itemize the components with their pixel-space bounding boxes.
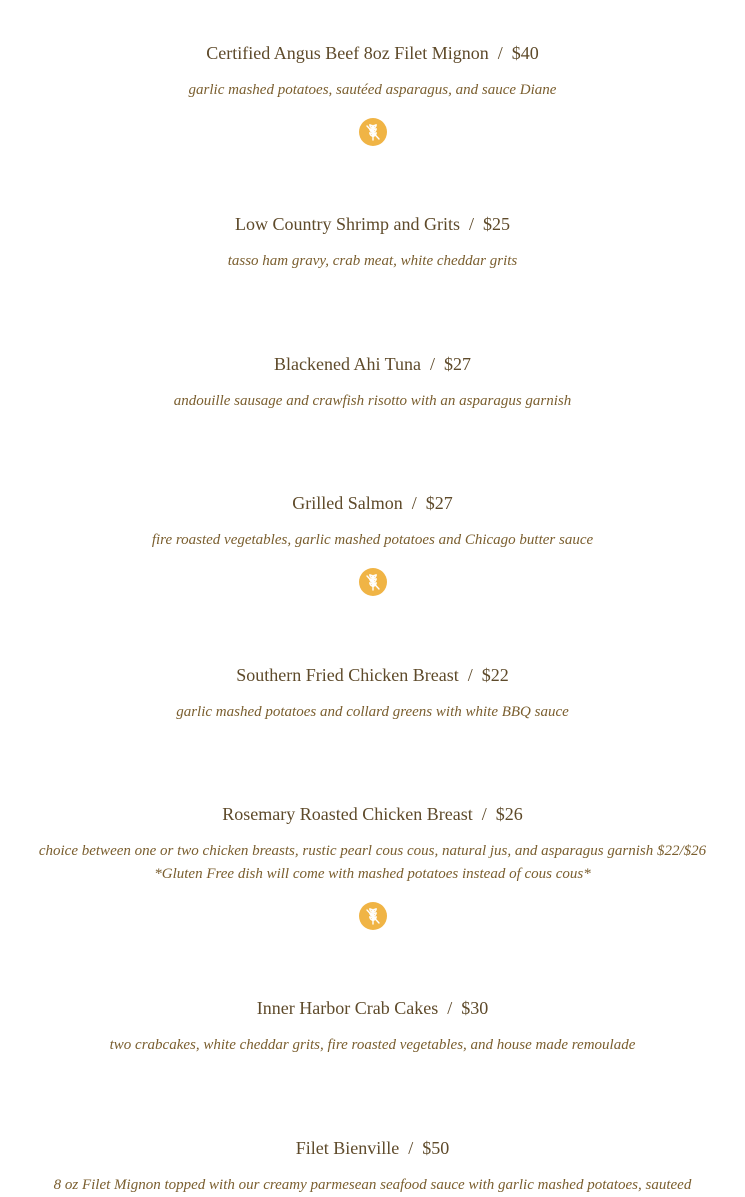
menu-item-title	[0, 492, 745, 514]
menu-item	[0, 492, 745, 596]
menu-item-price: $27	[444, 354, 471, 374]
menu-item-description	[0, 529, 745, 552]
menu-item-name: Blackened Ahi Tuna	[273, 354, 421, 374]
menu-item	[0, 664, 745, 724]
price-separator: /	[408, 1138, 414, 1158]
menu-item-name: Low Country Shrimp and Grits	[234, 214, 460, 234]
menu-item-title	[0, 213, 745, 235]
menu-item-description	[0, 79, 745, 102]
menu-item-name: Southern Fried Chicken Breast	[236, 665, 459, 685]
wheat-icon	[359, 118, 387, 146]
description-line: andouille sausage and crawfish risotto with an asparagus garnish	[173, 393, 572, 409]
price-separator: /	[411, 493, 417, 513]
wheat-icon	[359, 568, 387, 596]
menu-item-price: $27	[425, 493, 453, 513]
price-separator: /	[497, 43, 503, 63]
menu-item	[0, 1137, 745, 1197]
menu-item-description	[0, 1034, 745, 1057]
wheat-icon	[359, 902, 387, 930]
menu-item-title	[0, 997, 745, 1019]
menu-item-title	[0, 42, 745, 64]
description-line: 8 oz Filet Mignon topped with our creamy parmesean seafood sauce with garlic mashed potatoes, sauteed	[53, 1177, 692, 1193]
price-separator: /	[467, 665, 473, 685]
menu-item-description	[0, 1174, 745, 1197]
menu-item-title	[0, 1137, 745, 1159]
menu-item	[0, 803, 745, 930]
menu-item-name: Certified Angus Beef 8oz Filet Mignon	[206, 43, 489, 63]
menu-item-price: $30	[461, 998, 489, 1018]
menu-item-price: $40	[511, 43, 539, 63]
menu-item-price: $22	[481, 665, 509, 685]
menu-item-title	[0, 353, 745, 375]
price-separator: /	[481, 804, 487, 824]
menu-item-name: Rosemary Roasted Chicken Breast	[222, 804, 473, 824]
menu-item-description	[0, 390, 745, 413]
menu-item-name: Grilled Salmon	[292, 493, 403, 513]
menu-item	[0, 42, 745, 146]
price-separator: /	[468, 214, 474, 234]
menu-item-price: $50	[422, 1138, 450, 1158]
menu-item-name: Filet Bienville	[295, 1138, 400, 1158]
description-line: two crabcakes, white cheddar grits, fire roasted vegetables, and house made remoulade	[109, 1037, 636, 1053]
menu-item-title	[0, 803, 745, 825]
menu-item-description	[0, 250, 745, 273]
menu-item-title	[0, 664, 745, 686]
description-line: garlic mashed potatoes and collard greens with white BBQ sauce	[176, 704, 569, 720]
description-line: choice between one or two chicken breasts, rustic pearl cous cous, natural jus, and asparagus garnish $22/$26	[38, 843, 707, 859]
price-separator: /	[447, 998, 453, 1018]
menu-item	[0, 213, 745, 273]
menu-item-name: Inner Harbor Crab Cakes	[256, 998, 439, 1018]
description-line: fire roasted vegetables, garlic mashed potatoes and Chicago butter sauce	[151, 532, 594, 548]
menu-item-description	[0, 840, 745, 886]
description-line: tasso ham gravy, crab meat, white cheddar grits	[227, 253, 518, 269]
price-separator: /	[429, 354, 435, 374]
menu-item-price: $26	[495, 804, 523, 824]
description-line: garlic mashed potatoes, sautéed asparagus, and sauce Diane	[188, 82, 557, 98]
menu-item-description	[0, 701, 745, 724]
menu-item	[0, 997, 745, 1057]
menu-item-price: $25	[483, 214, 510, 234]
description-line: *Gluten Free dish will come with mashed potatoes instead of cous cous*	[154, 866, 591, 882]
menu-item	[0, 353, 745, 413]
